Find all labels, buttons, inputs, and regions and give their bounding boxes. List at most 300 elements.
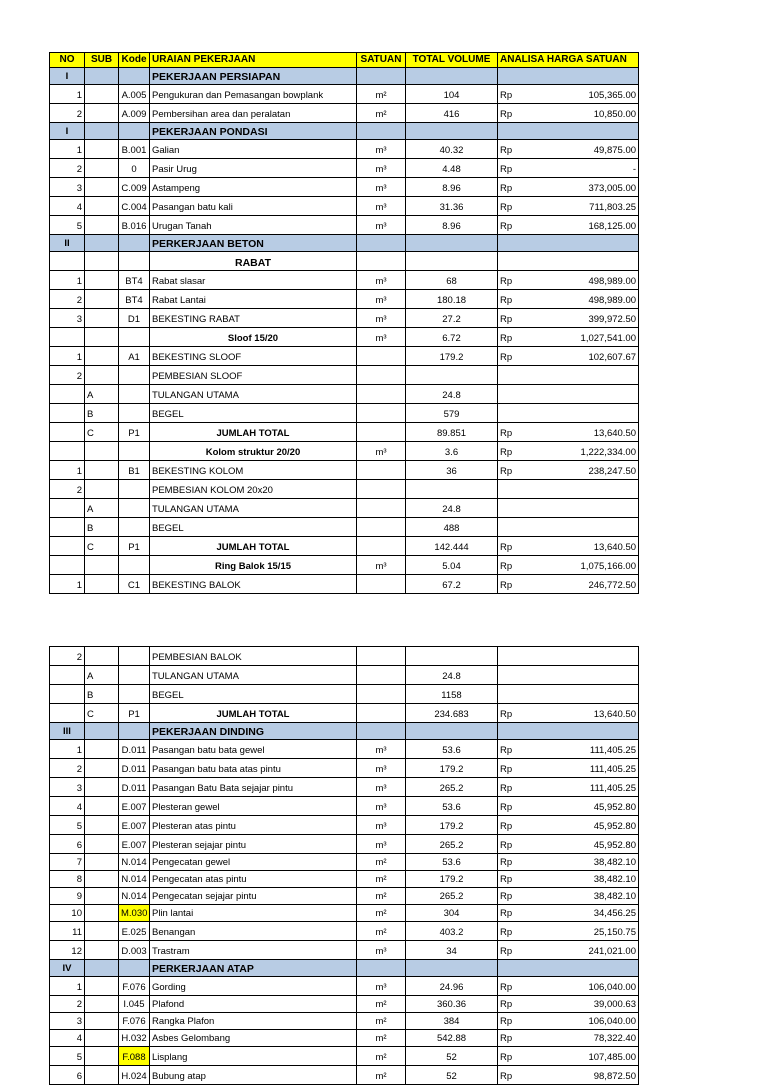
row-volume: 142.444 [406,537,498,556]
table-row [50,537,639,556]
row-harga: 13,640.50 [538,537,639,556]
table-row [50,556,639,575]
row-no: 2 [50,159,85,178]
table-row [50,740,639,759]
row-uraian: PERKERJAAN BETON [150,235,357,252]
row-harga: 111,405.25 [538,759,639,778]
row-sub [85,922,119,941]
row-no: 10 [50,905,85,922]
row-satuan [357,518,406,537]
row-currency: Rp [498,704,538,723]
row-satuan: m² [357,1047,406,1066]
row-no: I [50,123,85,140]
row-sub [85,140,119,159]
row-satuan [357,575,406,594]
row-no [50,404,85,423]
row-currency: Rp [498,178,538,197]
table-row [50,140,639,159]
row-no [50,499,85,518]
row-volume: 68 [406,271,498,290]
row-harga [538,685,639,704]
row-no: 1 [50,347,85,366]
row-kode: BT4 [119,271,150,290]
row-kode [119,499,150,518]
table-row [50,1066,639,1085]
row-satuan [357,461,406,480]
section-row [50,960,639,977]
row-uraian: Pengecatan gewel [150,854,357,871]
row-harga: 241,021.00 [538,941,639,960]
row-volume: 1158 [406,685,498,704]
row-sub [85,159,119,178]
row-no: 1 [50,271,85,290]
row-no: 5 [50,816,85,835]
row-no: 2 [50,104,85,123]
row-currency [498,499,538,518]
table-row [50,423,639,442]
row-volume: 384 [406,1013,498,1030]
table-row [50,518,639,537]
row-currency: Rp [498,271,538,290]
row-uraian: JUMLAH TOTAL [150,704,357,723]
row-currency: Rp [498,922,538,941]
row-sub [85,309,119,328]
row-currency: Rp [498,797,538,816]
row-satuan: m² [357,1066,406,1085]
row-no: 2 [50,647,85,666]
row-volume: 542.88 [406,1030,498,1047]
row-volume [406,68,498,85]
row-satuan: m² [357,922,406,941]
row-uraian: BEGEL [150,518,357,537]
table-row [50,685,639,704]
row-no: 2 [50,290,85,309]
row-volume [406,960,498,977]
row-satuan: m³ [357,778,406,797]
row-harga: 106,040.00 [538,1013,639,1030]
col-sub-header: SUB [85,53,119,68]
row-harga: 498,989.00 [538,290,639,309]
row-no: II [50,235,85,252]
row-no [50,666,85,685]
row-satuan [357,123,406,140]
row-harga [538,723,639,740]
row-volume [406,647,498,666]
row-uraian: PEMBESIAN BALOK [150,647,357,666]
row-sub [85,197,119,216]
row-volume: 24.8 [406,385,498,404]
row-sub [85,1013,119,1030]
row-no [50,537,85,556]
row-sub [85,816,119,835]
row-harga [538,518,639,537]
table-row [50,104,639,123]
row-no: 4 [50,197,85,216]
row-no [50,385,85,404]
row-satuan: m³ [357,759,406,778]
row-currency: Rp [498,309,538,328]
row-satuan: m³ [357,271,406,290]
row-satuan [357,252,406,271]
row-kode [119,960,150,977]
row-harga [538,252,639,271]
row-harga: 39,000.63 [538,996,639,1013]
row-sub: B [85,404,119,423]
row-volume [406,723,498,740]
row-satuan: m³ [357,797,406,816]
row-satuan: m² [357,996,406,1013]
section-row [50,123,639,140]
row-harga: 373,005.00 [538,178,639,197]
row-currency [498,960,538,977]
table-row [50,666,639,685]
table-row [50,442,639,461]
row-volume: 24.8 [406,499,498,518]
row-no: 2 [50,480,85,499]
col-analisa-header: ANALISA HARGA SATUAN [498,53,639,68]
col-volume-header: TOTAL VOLUME [406,53,498,68]
row-kode: D.011 [119,759,150,778]
row-harga: 105,365.00 [538,85,639,104]
row-volume: 8.96 [406,178,498,197]
row-uraian: Pengecatan sejajar pintu [150,888,357,905]
table-row [50,1030,639,1047]
row-sub [85,104,119,123]
row-currency [498,68,538,85]
row-sub [85,178,119,197]
row-volume: 67.2 [406,575,498,594]
row-kode [119,666,150,685]
row-currency: Rp [498,197,538,216]
row-satuan [357,960,406,977]
table-row [50,816,639,835]
row-volume: 234.683 [406,704,498,723]
row-harga: 45,952.80 [538,835,639,854]
row-currency [498,480,538,499]
row-kode: H.032 [119,1030,150,1047]
row-no: 11 [50,922,85,941]
row-kode: E.007 [119,816,150,835]
row-sub [85,235,119,252]
row-kode: C.004 [119,197,150,216]
table-row [50,1013,639,1030]
header-row [50,53,639,68]
table-row [50,871,639,888]
row-uraian: Pasir Urug [150,159,357,178]
row-uraian: TULANGAN UTAMA [150,499,357,518]
row-currency: Rp [498,216,538,235]
row-uraian: Benangan [150,922,357,941]
row-harga: 399,972.50 [538,309,639,328]
row-sub [85,442,119,461]
row-kode: B1 [119,461,150,480]
col-kode-header: Kode [119,53,150,68]
row-kode [119,556,150,575]
row-sub [85,835,119,854]
row-sub [85,1047,119,1066]
row-sub [85,759,119,778]
row-no: 1 [50,140,85,159]
row-kode [119,723,150,740]
row-satuan: m³ [357,328,406,347]
row-harga: 13,640.50 [538,704,639,723]
row-harga: 25,150.75 [538,922,639,941]
row-uraian: Rabat slasar [150,271,357,290]
row-sub [85,778,119,797]
row-harga: 246,772.50 [538,575,639,594]
row-sub [85,366,119,385]
row-kode [119,480,150,499]
row-sub [85,68,119,85]
row-currency [498,404,538,423]
row-sub [85,252,119,271]
row-volume: 360.36 [406,996,498,1013]
row-currency [498,685,538,704]
row-uraian: PERKERJAAN ATAP [150,960,357,977]
row-harga: 45,952.80 [538,816,639,835]
table-row [50,252,639,271]
table-row [50,759,639,778]
row-no: 4 [50,797,85,816]
row-sub [85,996,119,1013]
row-volume: 6.72 [406,328,498,347]
table-row [50,499,639,518]
row-currency [498,366,538,385]
row-satuan: m³ [357,816,406,835]
row-currency: Rp [498,290,538,309]
row-uraian: Pembersihan area dan peralatan [150,104,357,123]
row-sub [85,977,119,996]
row-harga [538,666,639,685]
row-no [50,442,85,461]
row-kode: A.005 [119,85,150,104]
row-uraian: Pasangan batu kali [150,197,357,216]
table-row [50,835,639,854]
row-sub [85,854,119,871]
row-no: 1 [50,461,85,480]
row-currency [498,647,538,666]
row-volume [406,480,498,499]
row-no: 6 [50,835,85,854]
row-volume: 53.6 [406,854,498,871]
table-row [50,216,639,235]
row-volume: 53.6 [406,797,498,816]
table-row [50,778,639,797]
row-sub [85,740,119,759]
row-uraian: Plesteran gewel [150,797,357,816]
row-no: I [50,68,85,85]
row-kode: P1 [119,704,150,723]
row-volume: 3.6 [406,442,498,461]
row-harga: 238,247.50 [538,461,639,480]
table-row [50,366,639,385]
row-kode: A1 [119,347,150,366]
row-volume: 8.96 [406,216,498,235]
row-currency: Rp [498,871,538,888]
row-currency: Rp [498,905,538,922]
row-volume: 52 [406,1047,498,1066]
row-volume: 104 [406,85,498,104]
row-currency: Rp [498,328,538,347]
rab-table-top [49,52,639,594]
row-harga: 111,405.25 [538,740,639,759]
row-volume: 304 [406,905,498,922]
row-uraian: Plesteran atas pintu [150,816,357,835]
row-satuan: m³ [357,740,406,759]
row-kode: E.007 [119,835,150,854]
row-volume: 34 [406,941,498,960]
table-row [50,328,639,347]
row-satuan: m² [357,905,406,922]
row-currency [498,385,538,404]
row-sub [85,1066,119,1085]
row-uraian: Asbes Gelombang [150,1030,357,1047]
row-no: 8 [50,871,85,888]
row-harga: 711,803.25 [538,197,639,216]
row-volume: 403.2 [406,922,498,941]
row-sub [85,647,119,666]
row-kode: D1 [119,309,150,328]
row-uraian: Sloof 15/20 [150,328,357,347]
row-kode: E.025 [119,922,150,941]
row-volume: 179.2 [406,816,498,835]
row-uraian: Plesteran sejajar pintu [150,835,357,854]
row-currency: Rp [498,977,538,996]
row-sub [85,85,119,104]
row-satuan [357,366,406,385]
row-sub [85,905,119,922]
table-row [50,461,639,480]
row-kode: F.076 [119,977,150,996]
row-no: 9 [50,888,85,905]
row-no: 12 [50,941,85,960]
row-kode [119,404,150,423]
row-sub: B [85,518,119,537]
row-sub [85,556,119,575]
row-no [50,685,85,704]
row-no: 5 [50,216,85,235]
row-satuan: m³ [357,835,406,854]
row-currency: Rp [498,816,538,835]
row-kode: H.024 [119,1066,150,1085]
row-volume [406,366,498,385]
row-satuan: m² [357,888,406,905]
table-row [50,309,639,328]
row-harga: 13,640.50 [538,423,639,442]
row-currency: Rp [498,85,538,104]
row-sub [85,960,119,977]
row-uraian: Rangka Plafon [150,1013,357,1030]
row-sub [85,1030,119,1047]
row-harga: 38,482.10 [538,888,639,905]
row-harga: - [538,159,639,178]
row-uraian: BEGEL [150,685,357,704]
row-uraian: Lisplang [150,1047,357,1066]
table-row [50,575,639,594]
row-satuan: m³ [357,977,406,996]
row-harga: 10,850.00 [538,104,639,123]
row-satuan [357,499,406,518]
row-uraian: Astampeng [150,178,357,197]
row-satuan: m³ [357,556,406,575]
row-no: 3 [50,778,85,797]
row-currency [498,252,538,271]
row-volume: 488 [406,518,498,537]
row-uraian: Pengukuran dan Pemasangan bowplank [150,85,357,104]
table-row [50,905,639,922]
row-currency: Rp [498,835,538,854]
table-row [50,404,639,423]
row-kode: D.003 [119,941,150,960]
row-uraian: PEKERJAAN PERSIAPAN [150,68,357,85]
row-no: 3 [50,178,85,197]
row-satuan: m³ [357,290,406,309]
row-kode [119,252,150,271]
table-row [50,1047,639,1066]
row-uraian: BEKESTING SLOOF [150,347,357,366]
row-no [50,328,85,347]
row-no [50,518,85,537]
row-volume: 265.2 [406,888,498,905]
row-uraian: BEKESTING KOLOM [150,461,357,480]
row-uraian: Galian [150,140,357,159]
row-sub [85,888,119,905]
col-no-header: NO [50,53,85,68]
row-sub: A [85,666,119,685]
row-uraian: RABAT [150,252,357,271]
row-currency: Rp [498,1066,538,1085]
row-kode: N.014 [119,871,150,888]
table-row [50,647,639,666]
row-satuan: m³ [357,178,406,197]
row-kode [119,518,150,537]
row-satuan: m² [357,104,406,123]
row-sub [85,290,119,309]
row-uraian: TULANGAN UTAMA [150,385,357,404]
row-volume: 89.851 [406,423,498,442]
row-no: 1 [50,575,85,594]
row-volume: 27.2 [406,309,498,328]
row-uraian: BEKESTING RABAT [150,309,357,328]
row-harga: 498,989.00 [538,271,639,290]
row-no: III [50,723,85,740]
row-satuan [357,68,406,85]
row-satuan: m² [357,1013,406,1030]
row-kode: BT4 [119,290,150,309]
row-kode [119,366,150,385]
row-no: 4 [50,1030,85,1047]
table-row [50,854,639,871]
row-kode [119,123,150,140]
row-currency: Rp [498,423,538,442]
row-satuan [357,423,406,442]
table-row [50,704,639,723]
row-currency: Rp [498,854,538,871]
row-satuan [357,347,406,366]
row-satuan: m³ [357,140,406,159]
row-kode: N.014 [119,888,150,905]
row-uraian: Bubung atap [150,1066,357,1085]
row-harga [538,366,639,385]
row-volume: 24.96 [406,977,498,996]
row-currency [498,666,538,685]
row-volume: 179.2 [406,347,498,366]
row-kode: E.007 [119,797,150,816]
row-currency: Rp [498,888,538,905]
row-sub: C [85,537,119,556]
row-satuan: m³ [357,197,406,216]
row-currency: Rp [498,347,538,366]
